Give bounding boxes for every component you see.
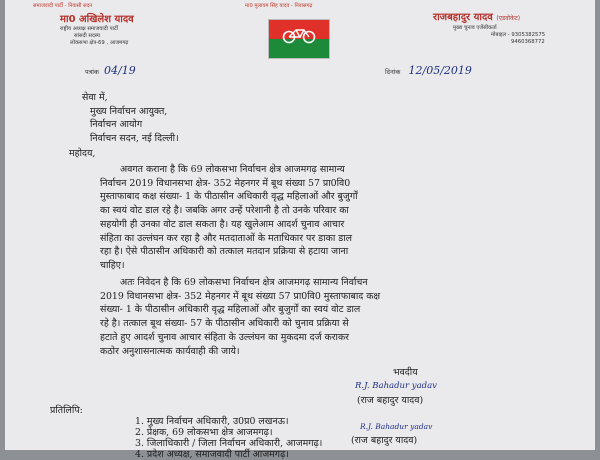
date-label: दिनांक xyxy=(385,68,401,76)
signatory-name-1: (राज बहादुर यादव) xyxy=(357,395,424,406)
paragraph-line: मुस्ताफाबाद कक्ष संख्या- 1 के पीठासीन अधिकारी वृद्ध महिलाओं और बुजुर्गों xyxy=(100,191,358,203)
letterhead-top-left: समाजवादी पार्टी - निवासी सदन xyxy=(33,3,93,9)
flag-red-band xyxy=(269,20,329,39)
paragraph-line: निर्वाचन 2019 विधानसभा क्षेत्र- 352 मेहनगर में बूथ संख्या 57 प्रा0वि0 xyxy=(100,177,351,189)
letterhead-right-phone-1: मोबाइल - 9305382575 xyxy=(491,32,546,38)
signature-2: R.J. Bahadur yadav xyxy=(360,422,433,431)
paragraph-1 xyxy=(100,163,358,273)
letter-date xyxy=(385,64,472,77)
letterhead-left xyxy=(60,14,240,47)
letter-page xyxy=(5,0,595,460)
reference-number xyxy=(85,64,136,77)
paragraph-2 xyxy=(100,276,380,358)
paragraph-line: रहे है। तत्काल बूथ संख्या- 57 के पीठासीन अधिकारी को चुनाव प्रक्रिया से xyxy=(100,318,349,330)
paragraph-line: सहयोगी ही उनका वोट डाल सकता है। यह खुलेआम आदर्श चुनाव आचार xyxy=(100,218,345,230)
paragraph-line: रहा है। ऐसे पीठासीन अधिकारी को तत्काल मतदान प्रक्रिया से हटाया जाना xyxy=(100,246,349,258)
signatory-name-2: (राज बहादुर यादव) xyxy=(351,435,418,446)
valediction: भवदीय xyxy=(393,367,418,378)
address-to: सेवा में, xyxy=(82,92,108,103)
paragraph-line: चाहिए। xyxy=(100,259,125,271)
paragraph-line: हटाते हुए आदर्श चुनाव आचार संहिता के उल्लंघन का मुकदमा दर्ज कराकर xyxy=(100,331,350,343)
paragraph-line: अतः निवेदन है कि 69 लोकसभा निर्वाचन क्षेत्र आजमगढ़ सामान्य निर्वाचन xyxy=(120,277,368,288)
letterhead-right-title: मुख्य चुनाव एजेंसीकर्ता xyxy=(453,25,497,31)
date-value: 12/05/2019 xyxy=(408,64,472,77)
reference-label: पत्रांक xyxy=(85,68,99,76)
address-line-1: मुख्य निर्वाचन आयुक्त, xyxy=(90,105,168,117)
party-flag xyxy=(268,19,330,59)
address-line-3: निर्वाचन सदन, नई दिल्ली। xyxy=(90,133,179,145)
paragraph-line: संहिता का उल्लंघन कर रहा है और मतदाताओं के मताधिकार पर डाका डाल xyxy=(100,232,353,244)
reference-value: 04/19 xyxy=(104,64,136,77)
letterhead-left-constituency: लोकसभा क्षेत्र-69 , आजमगढ़ xyxy=(70,40,129,46)
right-name-text: राजबहादुर यादव xyxy=(433,12,493,23)
letterhead-right-phone-2: 9460368772 xyxy=(511,39,545,45)
cc-list xyxy=(135,416,322,449)
cc-title: प्रतिलिपि: xyxy=(50,405,83,416)
address-block xyxy=(82,91,179,146)
signature-1: R.J. Bahadur yadav xyxy=(355,381,437,391)
cc-item: 4. प्रदेश अध्यक्ष, समाजवादी पार्टी आजमगढ़। xyxy=(135,449,289,460)
paragraph-line: अवगत कराना है कि 69 लोकसभा निर्वाचन क्षेत्र आजमगढ़ सामान्य xyxy=(120,164,345,175)
paragraph-line: का स्वयं वोट डाल रहे है। जबकि अगर उन्हें परेशानी है तो उनके परिवार का xyxy=(100,205,349,217)
paragraph-line: संख्या- 1 के पीठासीन अधिकारी वृद्ध महिलाओं और बुजुर्गों का स्वयं वोट डाल xyxy=(100,304,361,316)
right-name-suffix: (एडवोकेट) xyxy=(496,15,521,22)
letterhead-right xyxy=(433,12,563,46)
letterhead-left-title: राष्ट्रीय अध्यक्ष समाजवादी पार्टी xyxy=(60,26,119,32)
letterhead-top-center: मा0 मुलायम सिंह यादव - निवासगढ़ xyxy=(245,3,313,9)
bicycle-icon xyxy=(282,28,316,44)
greeting: महोदय, xyxy=(69,148,96,159)
cc-item: 3. जिलाधिकारी / जिला निर्वाचन अधिकारी, आजमगढ़। xyxy=(135,438,323,449)
letterhead-left-name: मा0 अखिलेश यादव xyxy=(60,14,134,25)
paragraph-line: 2019 विधानसभा क्षेत्र- 352 मेहनगर में बूथ संख्या 57 प्रा0वि0 मुस्ताफाबाद कक्ष xyxy=(100,290,381,302)
address-line-2: निर्वाचन आयोग xyxy=(90,119,143,131)
letterhead-left-subtitle: सांसदी सदस्य xyxy=(74,33,100,39)
cc-item: 2. प्रेक्षक, 69 लोकसभा क्षेत्र आजमगढ़। xyxy=(135,427,273,438)
letterhead-right-name xyxy=(433,12,563,25)
paragraph-line: कठोर अनुशासनात्मक कार्यवाही की जाये। xyxy=(100,345,240,357)
cc-item: 1. मुख्य निर्वाचन अधिकारी, उ0प्र0 लखनऊ। xyxy=(135,416,289,427)
